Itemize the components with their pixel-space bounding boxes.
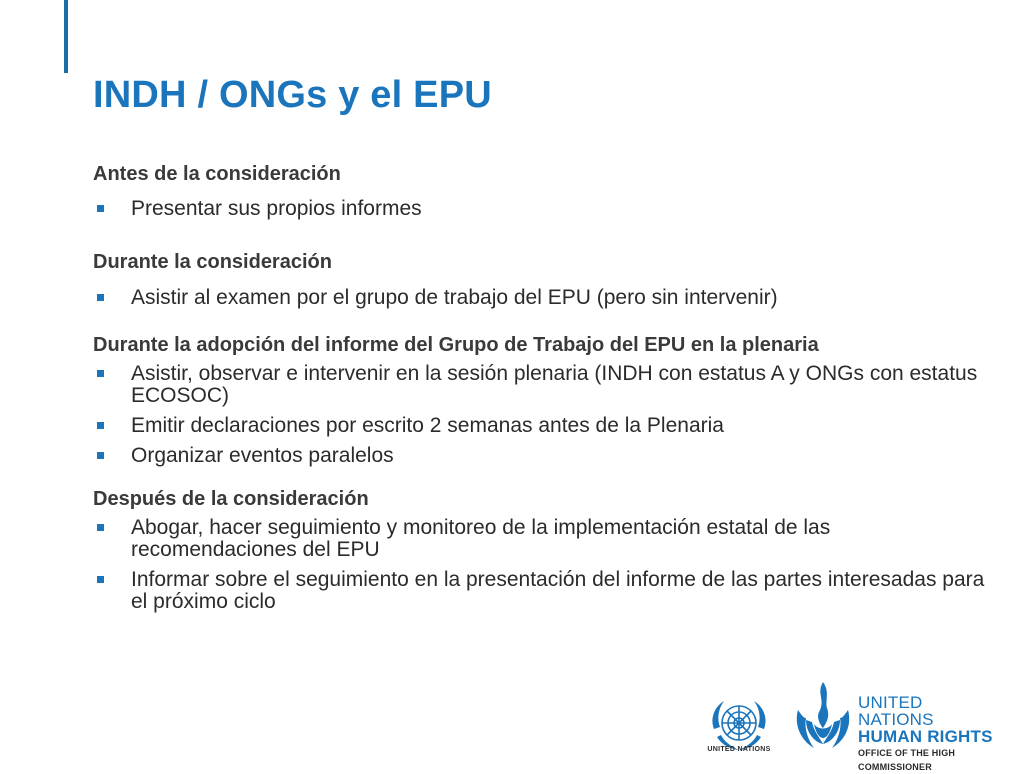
un-caption: UNITED NATIONS: [707, 746, 771, 753]
bullet-item: [93, 445, 993, 467]
accent-bar: [64, 0, 68, 73]
bullet-text: Asistir al examen por el grupo de trabajo del EPU (pero sin intervenir): [131, 286, 778, 309]
bullet-text: Informar sobre el seguimiento en la presentación del informe de las partes interesadas para el próximo ciclo: [131, 568, 985, 613]
bullet-item: [93, 517, 993, 561]
bullet-list: [93, 198, 993, 220]
bullet-list: [93, 517, 993, 613]
footer-logos: [700, 676, 1000, 772]
bullet-item: [93, 198, 993, 220]
square-bullet-icon: [97, 576, 104, 583]
section-heading: Durante la adopción del informe del Grupo de Trabajo del EPU en la plenaria: [93, 334, 819, 356]
square-bullet-icon: [97, 294, 104, 301]
section-heading: Antes de la consideración: [93, 163, 341, 185]
square-bullet-icon: [97, 452, 104, 459]
bullet-text: Emitir declaraciones por escrito 2 semanas antes de la Plenaria: [131, 414, 724, 437]
section-after: [93, 487, 993, 613]
bullet-item: [93, 569, 993, 613]
bullet-text: Abogar, hacer seguimiento y monitoreo de la implementación estatal de las recomendaciones del EPU: [131, 516, 831, 561]
section-during: [93, 250, 993, 309]
slide-title: INDH / ONGs y el EPU: [93, 74, 492, 116]
section-adoption: [93, 333, 993, 467]
bullet-text: Organizar eventos paralelos: [131, 444, 394, 467]
ohchr-line-hr: HUMAN RIGHTS: [858, 727, 993, 746]
bullet-list: [93, 363, 993, 467]
bullet-list: [93, 287, 993, 309]
square-bullet-icon: [97, 205, 104, 212]
flame-hands-icon: [792, 678, 854, 754]
section-before: [93, 162, 993, 220]
section-heading: Durante la consideración: [93, 251, 332, 273]
bullet-text: Presentar sus propios informes: [131, 197, 422, 220]
ohchr-wordmark: [858, 694, 998, 774]
square-bullet-icon: [97, 370, 104, 377]
ohchr-line-un: UNITED NATIONS: [858, 693, 934, 729]
ohchr-line-office: OFFICE OF THE HIGH COMMISSIONER: [858, 748, 956, 772]
square-bullet-icon: [97, 524, 104, 531]
bullet-item: [93, 363, 993, 407]
square-bullet-icon: [97, 422, 104, 429]
bullet-text: Asistir, observar e intervenir en la sesión plenaria (INDH con estatus A y ONGs con estatus ECOSOC): [131, 362, 978, 407]
bullet-item: [93, 287, 993, 309]
slide-content: [93, 162, 993, 621]
bullet-item: [93, 415, 993, 437]
section-heading: Después de la consideración: [93, 488, 369, 510]
